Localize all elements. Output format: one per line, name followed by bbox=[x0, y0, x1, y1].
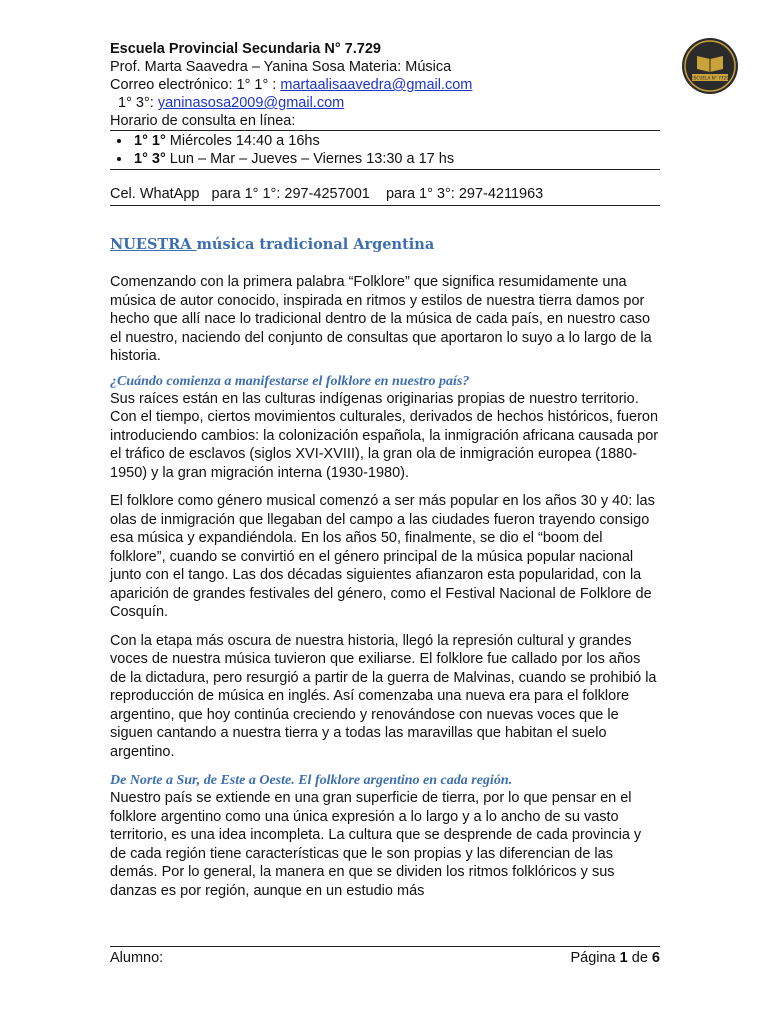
whatsapp-line: Cel. WhatApp para 1° 1°: 297-4257001 para 1° 3°: 297-4211963 bbox=[110, 186, 544, 202]
page-number: Página 1 de 6 bbox=[570, 950, 660, 966]
schedule-label: Horario de consulta en línea: bbox=[110, 113, 296, 129]
school-logo bbox=[680, 36, 740, 96]
divider-bottom bbox=[110, 205, 660, 206]
email-link-1[interactable]: martaalisaavedra@gmail.com bbox=[280, 77, 473, 93]
divider-top bbox=[110, 130, 660, 131]
email-line-1 bbox=[110, 76, 660, 94]
document-page bbox=[110, 40, 660, 900]
paragraph-roots: Sus raíces están en las culturas indígenas originarias propias de nuestro territorio. Con el tiempo, ciertos movimientos culturales, derivados de hechos históricos, fueron introduciendo cambios: la colonización española, la inmigración africana causada por el tráfico de esclavos (siglos XVI-XVIII), la gran ola de inmigración europea (1880-1950) y la gran migración interna (1930-1980). bbox=[110, 390, 659, 481]
paragraph-dictatorship: Con la etapa más oscura de nuestra historia, llegó la represión cultural y grandes voces de nuestra música tuvieron que exiliarse. El folklore fue callado por los años de la dictadura, pero resurgió a partir de la guerra de Malvinas, cuando se prohibió la reproducción de música en inglés. Así comenzaba una nueva era para el folklore argentino, que hoy continúa creciendo y renovándose con nuevas voces que le siguen cantando a nuestra tierra y a todas las maravillas que habitan el suelo argentino. bbox=[110, 632, 657, 760]
email-line-2 bbox=[110, 94, 660, 112]
header-block bbox=[110, 40, 660, 130]
question-heading-2: De Norte a Sur, de Este a Oeste. El folklore argentino en cada región. bbox=[110, 773, 513, 788]
teachers-line: Prof. Marta Saavedra – Yanina Sosa Materia: Música bbox=[110, 59, 452, 75]
paragraph-genre: El folklore como género musical comenzó a ser más popular en los años 30 y 40: las olas de inmigración que llegaban del campo a las ciudades fueron trayendo consigo esa música y expandiéndola. En los años 50, finalmente, se dio el “boom del folklore”, cuando se convirtió en el género principal de la música popular nacional junto con el tango. Las dos décadas siguientes afianzaron esta popularidad, con la aparición de grandes festivales del género, como el Festival Nacional de Folklore de Cosquín. bbox=[110, 493, 655, 620]
email-label: Correo electrónico: 1° 1° : bbox=[110, 77, 281, 93]
email2-label: 1° 3°: bbox=[118, 95, 158, 111]
schedule-course: 1° 1° bbox=[134, 133, 166, 149]
schedule-list bbox=[110, 132, 660, 168]
schedule-time: Miércoles 14:40 a 16hs bbox=[165, 133, 320, 149]
schedule-course: 1° 3° bbox=[134, 151, 166, 167]
schedule-item bbox=[132, 150, 660, 168]
schedule-time: Lun – Mar – Jueves – Viernes 13:30 a 17 hs bbox=[165, 151, 455, 167]
email-link-2[interactable]: yaninasosa2009@gmail.com bbox=[157, 95, 345, 111]
schedule-item bbox=[132, 132, 660, 150]
title-underlined: NUESTRA bbox=[110, 236, 197, 253]
logo-text: ESCUELA N° 7729 bbox=[691, 75, 729, 81]
student-label: Alumno: bbox=[110, 950, 164, 966]
section-title bbox=[110, 236, 660, 253]
question-heading-1: ¿Cuándo comienza a manifestarse el folklore en nuestro país? bbox=[110, 373, 470, 389]
school-name: Escuela Provincial Secundaria N° 7.729 bbox=[110, 41, 381, 57]
title-rest: música tradicional Argentina bbox=[196, 236, 435, 253]
divider-mid bbox=[110, 169, 660, 170]
paragraph-regions: Nuestro país se extiende en una gran superficie de tierra, por lo que pensar en el folklore argentino como una única expresión a lo largo y a lo ancho de su vasto territorio, es una idea incompleta. La cultura que se desprende de cada provincia y de cada región tiene características que le son propias y las diferencian de las demás. Por lo general, la manera en que se dividen los ritmos folklóricos y sus danzas es por región, aunque en un estudio más bbox=[110, 790, 642, 899]
page-footer bbox=[110, 946, 660, 967]
intro-paragraph: Comenzando con la primera palabra “Folklore” que significa resumidamente una música de autor conocido, inspirada en ritmos y estilos de nuestra tierra damos por hecho que allí nace lo tradicional dentro de la música de cada país, en nuestro caso el nuestro, naciendo del conjunto de consultas que aportaron lo suyo a lo largo de la historia. bbox=[110, 274, 652, 364]
